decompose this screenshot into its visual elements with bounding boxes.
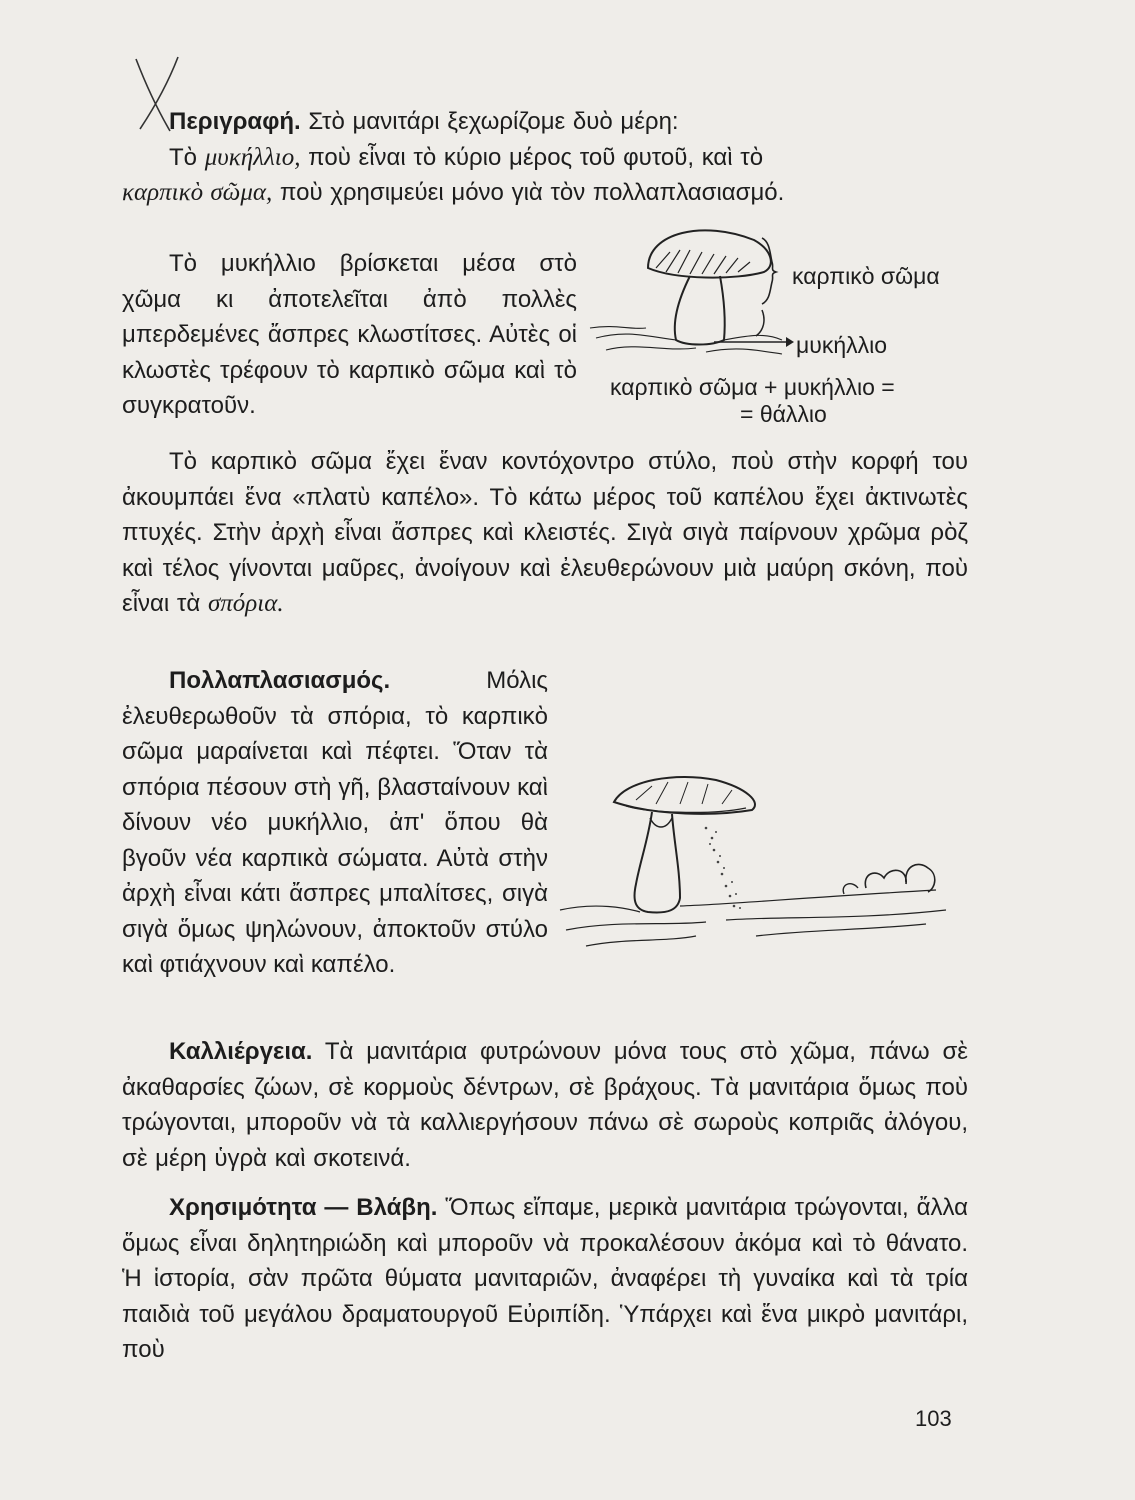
fruit-body-paragraph: Τὸ καρπικὸ σῶμα ἔχει ἕναν κοντόχοντρο στύλο, ποὺ στὴν κορφή του ἀκουμπάει ἕνα «πλατὺ καπέλο». Τὸ κάτω μέρος τοῦ καπέλου ἔχει ἀκτινωτὲς πτυχές. Στὴν ἀρχὴ εἶναι ἄσπρες καὶ κλειστές. Σιγὰ σιγὰ παίρνουν χρῶμα ρὸζ καὶ τέλος γίνονται μαῦρες, ἀνοίγουν καὶ ἐλευθερώνουν μιὰ μαύρη σκόνη, ποὺ εἶναι τὰ σπόρια. — [122, 448, 968, 617]
cultivation-heading: Καλλιέργεια. — [169, 1038, 313, 1065]
reproduction-wrapped-text: Πολλαπλασιασμός. Μόλις ἐλευθερωθοῦν τὰ σπόρια, τὸ καρπικὸ σῶμα μαραίνεται καὶ πέφτει. Ὅταν τὰ σπόρια πέσουν στὴ γῆ, βλασταίνουν καὶ δίνουν νέο μυκήλλιο, ἀπ' ὅπου θὰ βγοῦν νέα καρπικὰ σώματα. Αὐτὰ στὴν ἀρχὴ εἶναι κάτι ἄσπρες μπαλίτσες, σιγὰ σιγὰ ὅμως ψηλώνουν, ἀποκτοῦν στύλο καὶ φτιάχνουν καὶ καπέλο. — [122, 663, 968, 1029]
description-intro: Περιγραφή. Στὸ μανιτάρι ξεχωρίζομε δυὸ μέρη: — [169, 108, 679, 135]
figure-wrap-spacer — [548, 699, 968, 1029]
cultivation-paragraph: Καλλιέργεια. Τὰ μανιτάρια φυτρώνουν μόνα τους στὸ χῶμα, πάνω σὲ ἀκαθαρσίες ζώων, σὲ κορμοὺς δέντρων, σὲ βράχους. Τὰ μανιτάρια ὅμως ποὺ τρώγονται, μποροῦν νὰ τὰ καλλιεργήσουν πάνω σὲ σωροὺς κοπριᾶς ἀλόγου, σὲ μέρη ὑγρὰ καὶ σκοτεινά. — [122, 1038, 968, 1172]
term-mycelium: μυκήλλιο, — [204, 143, 301, 171]
usefulness-harm-heading: Χρησιμότητα — Βλάβη. — [169, 1194, 438, 1221]
equation-line-2: = θάλλιο — [740, 401, 827, 427]
fruit-body-label: καρπικὸ σῶμα — [792, 263, 940, 289]
description-paragraph — [122, 104, 968, 211]
equation-line-1: καρπικὸ σῶμα + μυκήλλιο = — [610, 374, 895, 400]
usefulness-harm-paragraph: Χρησιμότητα — Βλάβη. Ὅπως εἴπαμε, μερικὰ μανιτάρια τρώγονται, ἄλλα ὅμως εἶναι δηλητηριώδη καὶ μποροῦν νὰ προκαλέσουν ἀκόμα καὶ τὸ θάνατο. Ἡ ἱστορία, σὰν πρῶτα θύματα μανιταριῶν, ἀναφέρει τὴ γυναίκα καὶ τὰ τρία παιδιὰ τοῦ μεγάλου δραματουργοῦ Εὐριπίδη. Ὑπάρχει καὶ ἕνα μικρὸ μανιτάρι, ποὺ — [122, 1194, 968, 1363]
description-parts: Τὸ μυκήλλιο, ποὺ εἶναι τὸ κύριο μέρος τοῦ φυτοῦ, καὶ τὸ καρπικὸ σῶμα, ποὺ χρησιμεύει μόνο γιὰ τὸν πολλαπλασιασμό. — [122, 143, 785, 206]
mycelium-arrow — [714, 334, 794, 350]
mycelium-paragraph: Τὸ μυκήλλιο βρίσκεται μέσα στὸ χῶμα κι ἀποτελεῖται ἀπὸ πολλὲς μπερδεμένες ἄσπρες κλωστίτσες. Αὐτὲς οἱ κλωστὲς τρέφουν τὸ καρπικὸ σῶμα καὶ τὸ συγκρατοῦν. — [122, 250, 577, 419]
term-spores: σπόρια. — [207, 590, 284, 617]
description-heading: Περιγραφή. — [169, 108, 301, 135]
term-fruit-body: καρπικὸ σῶμα, — [122, 179, 273, 206]
page-number: 103 — [915, 1406, 952, 1431]
mycelium-label: μυκήλλιο — [796, 332, 888, 358]
